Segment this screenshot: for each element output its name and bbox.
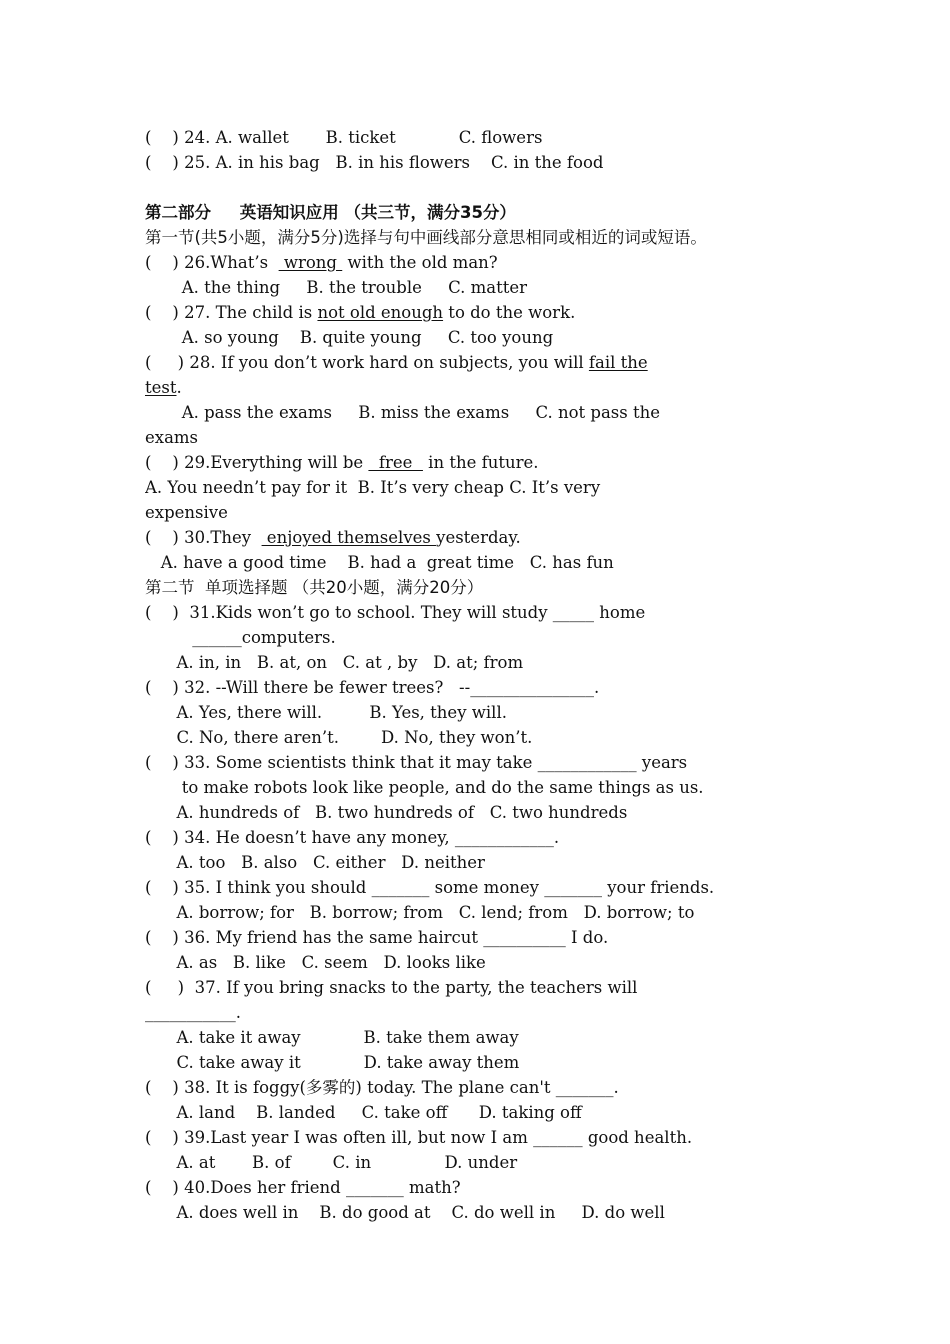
question-26-options: A. the thing B. the trouble C. matter xyxy=(145,278,528,297)
q28-text: ( ) 28. If you don’t work hard on subjects, you will xyxy=(145,353,589,372)
q27-underlined: not old enough xyxy=(317,303,444,322)
question-25: ( ) 25. A. in his bag B. in his flowers C. in the food xyxy=(145,153,604,172)
question-31-cont: ______computers. xyxy=(145,628,336,647)
question-29-options-cont: expensive xyxy=(145,503,228,522)
q28-text-end: . xyxy=(176,378,182,397)
question-33-cont: to make robots look like people, and do the same things as us. xyxy=(145,778,704,797)
q38-text: ( ) 38. It is foggy( xyxy=(145,1078,306,1097)
question-33-options: A. hundreds of B. two hundreds of C. two hundreds xyxy=(145,803,628,822)
q38-chinese-gloss: 多雾的 xyxy=(305,1078,356,1097)
q29-text: ( ) 29.Everything will be xyxy=(145,453,369,472)
q28-underlined: fail the xyxy=(588,353,648,372)
question-34: ( ) 34. He doesn’t have any money, ____________. xyxy=(145,828,560,847)
question-35-options: A. borrow; for B. borrow; from C. lend; from D. borrow; to xyxy=(145,903,695,922)
q28-underlined-cont: test xyxy=(145,378,177,397)
q27-text: ( ) 27. The child is xyxy=(145,303,318,322)
question-33: ( ) 33. Some scientists think that it may take ____________ years xyxy=(145,753,688,772)
question-32: ( ) 32. --Will there be fewer trees? --_______________. xyxy=(145,678,600,697)
question-36-options: A. as B. like C. seem D. looks like xyxy=(145,953,486,972)
question-28-options: A. pass the exams B. miss the exams C. not pass the xyxy=(145,403,661,422)
q30-text: ( ) 30.They xyxy=(145,528,262,547)
q38-text-end: ) today. The plane can't _______. xyxy=(355,1078,619,1097)
q30-text-end: yesterday. xyxy=(436,528,521,547)
question-31: ( ) 31.Kids won’t go to school. They will study _____ home xyxy=(145,603,646,622)
question-32-options-1: A. Yes, there will. B. Yes, they will. xyxy=(145,703,507,722)
question-40-options: A. does well in B. do good at C. do well in D. do well xyxy=(145,1203,665,1222)
question-37-cont: ___________. xyxy=(145,1003,241,1022)
question-34-options: A. too B. also C. either D. neither xyxy=(145,853,485,872)
question-26 xyxy=(145,250,807,275)
question-35: ( ) 35. I think you should _______ some money _______ your friends. xyxy=(145,878,715,897)
question-38 xyxy=(145,1075,807,1100)
question-27 xyxy=(145,300,807,325)
question-36: ( ) 36. My friend has the same haircut __________ I do. xyxy=(145,928,609,947)
question-37-options-2: C. take away it D. take away them xyxy=(145,1053,520,1072)
question-30 xyxy=(145,525,807,550)
q29-underlined: free xyxy=(368,453,423,472)
question-29 xyxy=(145,450,807,475)
question-28-cont xyxy=(145,375,807,400)
question-32-options-2: C. No, there aren’t. D. No, they won’t. xyxy=(145,728,533,747)
question-38-options: A. land B. landed C. take off D. taking off xyxy=(145,1103,582,1122)
question-29-options: A. You needn’t pay for it B. It’s very cheap C. It’s very xyxy=(145,478,601,497)
question-37: ( ) 37. If you bring snacks to the party, the teachers will xyxy=(145,978,638,997)
q26-underlined: wrong xyxy=(278,253,343,272)
question-39-options: A. at B. of C. in D. under xyxy=(145,1153,518,1172)
question-39: ( ) 39.Last year I was often ill, but now I am ______ good health. xyxy=(145,1128,693,1147)
question-24: ( ) 24. A. wallet B. ticket C. flowers xyxy=(145,128,543,147)
q26-text-end: with the old man? xyxy=(342,253,498,272)
question-28 xyxy=(145,350,807,375)
question-40: ( ) 40.Does her friend _______ math? xyxy=(145,1178,461,1197)
section2-heading: 第二节 单项选择题 （共20小题，满分20分） xyxy=(145,578,484,597)
question-37-options-1: A. take it away B. take them away xyxy=(145,1028,519,1047)
q29-text-end: in the future. xyxy=(422,453,539,472)
question-28-options-cont: exams xyxy=(145,428,199,447)
q26-text: ( ) 26.What’s xyxy=(145,253,279,272)
q30-underlined: enjoyed themselves xyxy=(261,528,437,547)
q27-text-end: to do the work. xyxy=(443,303,576,322)
question-27-options: A. so young B. quite young C. too young xyxy=(145,328,554,347)
part2-heading: 第二部分 英语知识应用 （共三节，满分35分） xyxy=(145,203,516,222)
section1-intro: 第一节(共5小题，满分5分)选择与句中画线部分意思相同或相近的词或短语。 xyxy=(145,228,707,247)
question-31-options: A. in, in B. at, on C. at , by D. at; from xyxy=(145,653,524,672)
question-30-options: A. have a good time B. had a great time C. has fun xyxy=(145,553,614,572)
